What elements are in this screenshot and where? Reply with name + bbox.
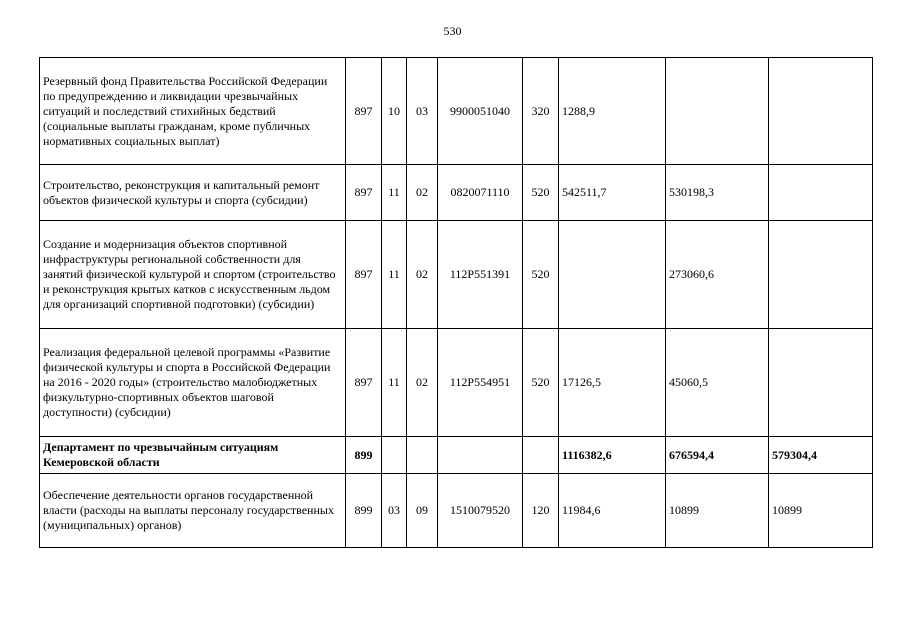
row-value-1: 1116382,6 xyxy=(559,437,666,474)
row-value-3 xyxy=(769,329,873,437)
row-value-3 xyxy=(769,165,873,221)
row-subsection xyxy=(407,437,438,474)
row-value-3: 579304,4 xyxy=(769,437,873,474)
row-section: 11 xyxy=(382,165,407,221)
row-value-2: 273060,6 xyxy=(666,221,769,329)
row-target xyxy=(438,437,523,474)
row-value-3: 10899 xyxy=(769,474,873,548)
row-subsection: 02 xyxy=(407,165,438,221)
table-row-department xyxy=(40,437,873,474)
row-target: 112P554951 xyxy=(438,329,523,437)
row-value-2: 10899 xyxy=(666,474,769,548)
row-type: 120 xyxy=(523,474,559,548)
row-code: 899 xyxy=(346,474,382,548)
row-value-3 xyxy=(769,221,873,329)
row-code: 897 xyxy=(346,58,382,165)
row-section xyxy=(382,437,407,474)
row-value-1: 542511,7 xyxy=(559,165,666,221)
row-section: 11 xyxy=(382,329,407,437)
row-section: 11 xyxy=(382,221,407,329)
row-name: Строительство, реконструкция и капитальный ремонт объектов физической культуры и спорта (субсидии) xyxy=(40,165,346,221)
row-name: Создание и модернизация объектов спортивной инфраструктуры региональной собственности для занятий физической культурой и спортом (строительство и реконструкция крытых катков с искусственным льдом для организаций спортивной подготовки) (субсидии) xyxy=(40,221,346,329)
row-subsection: 02 xyxy=(407,329,438,437)
table-row xyxy=(40,474,873,548)
row-value-2: 45060,5 xyxy=(666,329,769,437)
row-value-2: 530198,3 xyxy=(666,165,769,221)
row-value-1: 17126,5 xyxy=(559,329,666,437)
row-section: 03 xyxy=(382,474,407,548)
table-row xyxy=(40,329,873,437)
row-code: 897 xyxy=(346,221,382,329)
budget-table xyxy=(39,57,873,548)
page-number: 530 xyxy=(443,24,462,38)
row-name: Обеспечение деятельности органов государственной власти (расходы на выплаты персоналу государственных (муниципальных) органов) xyxy=(40,474,346,548)
row-value-1: 11984,6 xyxy=(559,474,666,548)
row-code: 899 xyxy=(346,437,382,474)
row-name: Департамент по чрезвычайным ситуациям Кемеровской области xyxy=(40,437,346,474)
row-value-2: 676594,4 xyxy=(666,437,769,474)
row-subsection: 09 xyxy=(407,474,438,548)
row-type: 520 xyxy=(523,221,559,329)
row-name: Реализация федеральной целевой программы «Развитие физической культуры и спорта в Российской Федерации на 2016 - 2020 годы» (строительство малобюджетных физкультурно-спортивных объектов шаговой доступности) (субсидии) xyxy=(40,329,346,437)
row-value-1 xyxy=(559,221,666,329)
row-value-3 xyxy=(769,58,873,165)
row-value-2 xyxy=(666,58,769,165)
table-row xyxy=(40,58,873,165)
row-code: 897 xyxy=(346,329,382,437)
row-target: 112P551391 xyxy=(438,221,523,329)
row-subsection: 03 xyxy=(407,58,438,165)
row-type xyxy=(523,437,559,474)
row-type: 520 xyxy=(523,329,559,437)
row-value-1: 1288,9 xyxy=(559,58,666,165)
row-name: Резервный фонд Правительства Российской Федерации по предупреждению и ликвидации чрезвычайных ситуаций и последствий стихийных бедствий (социальные выплаты гражданам, кроме публичных нормативных социальных выплат) xyxy=(40,58,346,165)
row-subsection: 02 xyxy=(407,221,438,329)
row-target: 9900051040 xyxy=(438,58,523,165)
row-type: 520 xyxy=(523,165,559,221)
row-section: 10 xyxy=(382,58,407,165)
row-target: 0820071110 xyxy=(438,165,523,221)
table-row xyxy=(40,165,873,221)
row-target: 1510079520 xyxy=(438,474,523,548)
row-type: 320 xyxy=(523,58,559,165)
row-code: 897 xyxy=(346,165,382,221)
table-row xyxy=(40,221,873,329)
